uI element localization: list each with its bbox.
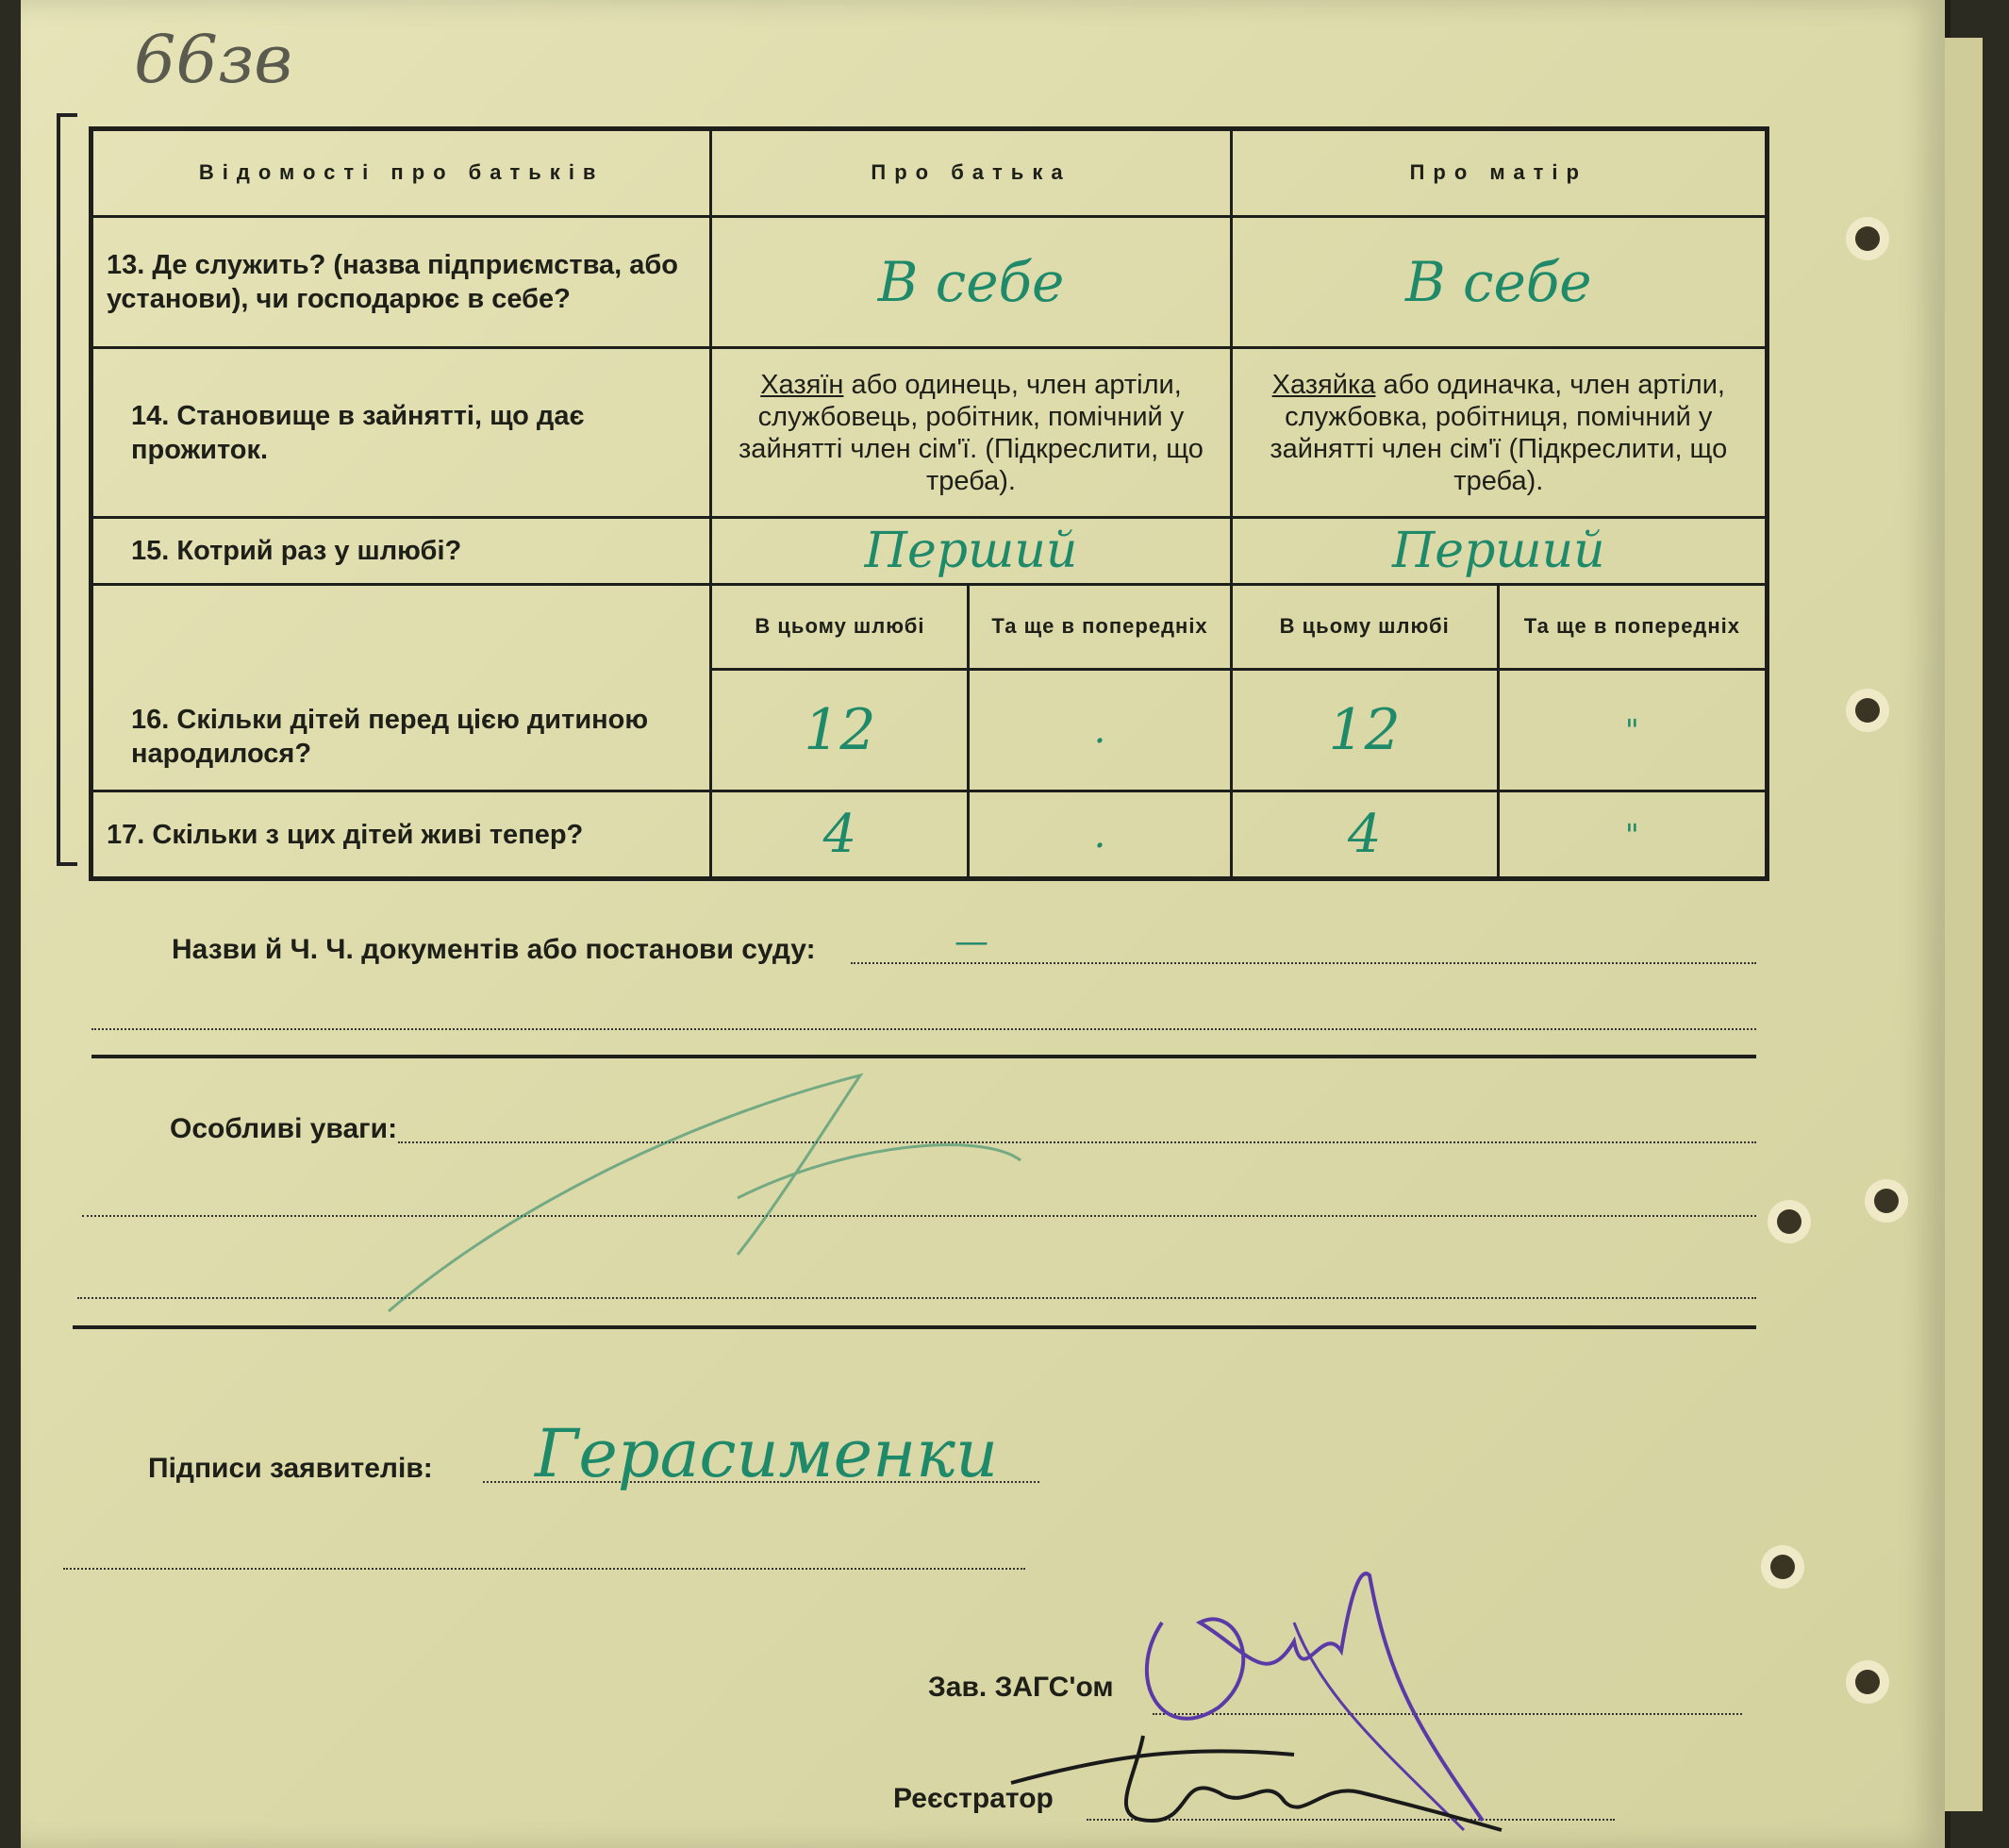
q16-father-prev: . <box>969 670 1231 791</box>
punch-hole <box>1855 698 1880 723</box>
q16-mother-this: 12 <box>1231 670 1498 791</box>
q15-mother: Перший <box>1231 518 1767 584</box>
q14-father-options: або одинець, член артіли, службовець, робітник, помічний у зайнятті член сім'ї. (Підкреслити, що треба). <box>739 369 1204 496</box>
row-14 <box>91 347 1768 517</box>
row-15 <box>91 518 1768 584</box>
q13-label: 13. Де служить? (назва підприємства, або установи), чи господарює в себе? <box>91 216 711 347</box>
header-row <box>91 129 1768 217</box>
q17-label: 17. Скільки з цих дітей живі тепер? <box>91 791 711 879</box>
q14-father <box>711 347 1231 517</box>
header-father: Про батька <box>711 129 1231 217</box>
notes-rule <box>73 1325 1756 1329</box>
sub-mother-prev: Та ще в попередніх <box>1498 584 1767 670</box>
punch-hole <box>1874 1189 1899 1213</box>
documents-value: — <box>955 923 988 961</box>
q14-mother-selected: Хазяйка <box>1271 369 1376 400</box>
sub-father-prev: Та ще в попередніх <box>969 584 1231 670</box>
strike-through-mark <box>379 1057 1058 1321</box>
q17-father-prev: . <box>969 791 1231 879</box>
registrar-label: Реєстратор <box>893 1783 1054 1814</box>
signatures-line-2 <box>63 1568 1025 1570</box>
documents-line-2 <box>91 1028 1756 1030</box>
q15-label: 15. Котрий раз у шлюбі? <box>91 518 711 584</box>
q15-father: Перший <box>711 518 1231 584</box>
page-edge <box>1945 38 1983 1811</box>
q14-mother <box>1231 347 1767 517</box>
notes-label: Особливі уваги: <box>170 1113 398 1144</box>
documents-label: Назви й Ч. Ч. документів або постанови суду: <box>172 934 816 965</box>
q16-father-this: 12 <box>711 670 969 791</box>
q14-mother-options: або одиначка, член артіли, службовка, робітниця, помічний у зайнятті член сім'ї (Підкреслити, що треба). <box>1270 369 1728 496</box>
registrar-signature <box>1002 1717 1530 1848</box>
signatures-label: Підписи заявителів: <box>148 1453 433 1484</box>
sub-father-this: В цьому шлюбі <box>711 584 969 670</box>
header-mother: Про матір <box>1231 129 1767 217</box>
header-parents: Відомості про батьків <box>91 129 711 217</box>
q13-father: В себе <box>711 216 1231 347</box>
punch-hole <box>1770 1555 1795 1579</box>
q17-mother-prev: " <box>1498 791 1767 879</box>
row-13 <box>91 216 1768 347</box>
documents-line <box>851 962 1756 964</box>
row-17 <box>91 791 1768 879</box>
q16-mother-prev: " <box>1498 670 1767 791</box>
document-page <box>21 0 1945 1848</box>
page-number: 66зв <box>134 21 292 98</box>
punch-hole <box>1777 1209 1801 1234</box>
q17-father-this: 4 <box>711 791 969 879</box>
parents-info-table <box>89 126 1769 881</box>
q16-label: 16. Скільки дітей перед цією дитиною народилося? <box>91 584 711 791</box>
row-16-subheaders <box>91 584 1768 670</box>
punch-hole <box>1855 1670 1880 1694</box>
zags-label: Зав. ЗАГС'ом <box>928 1672 1114 1703</box>
q17-mother-this: 4 <box>1231 791 1498 879</box>
punch-hole <box>1855 226 1880 251</box>
left-bracket <box>57 113 77 866</box>
sub-mother-this: В цьому шлюбі <box>1231 584 1498 670</box>
q14-label: 14. Становище в зайнятті, що дає прожиток. <box>91 347 711 517</box>
q14-father-selected: Хазяїн <box>760 369 844 400</box>
signatures-value: Герасименки <box>535 1415 999 1492</box>
q13-mother: В себе <box>1231 216 1767 347</box>
